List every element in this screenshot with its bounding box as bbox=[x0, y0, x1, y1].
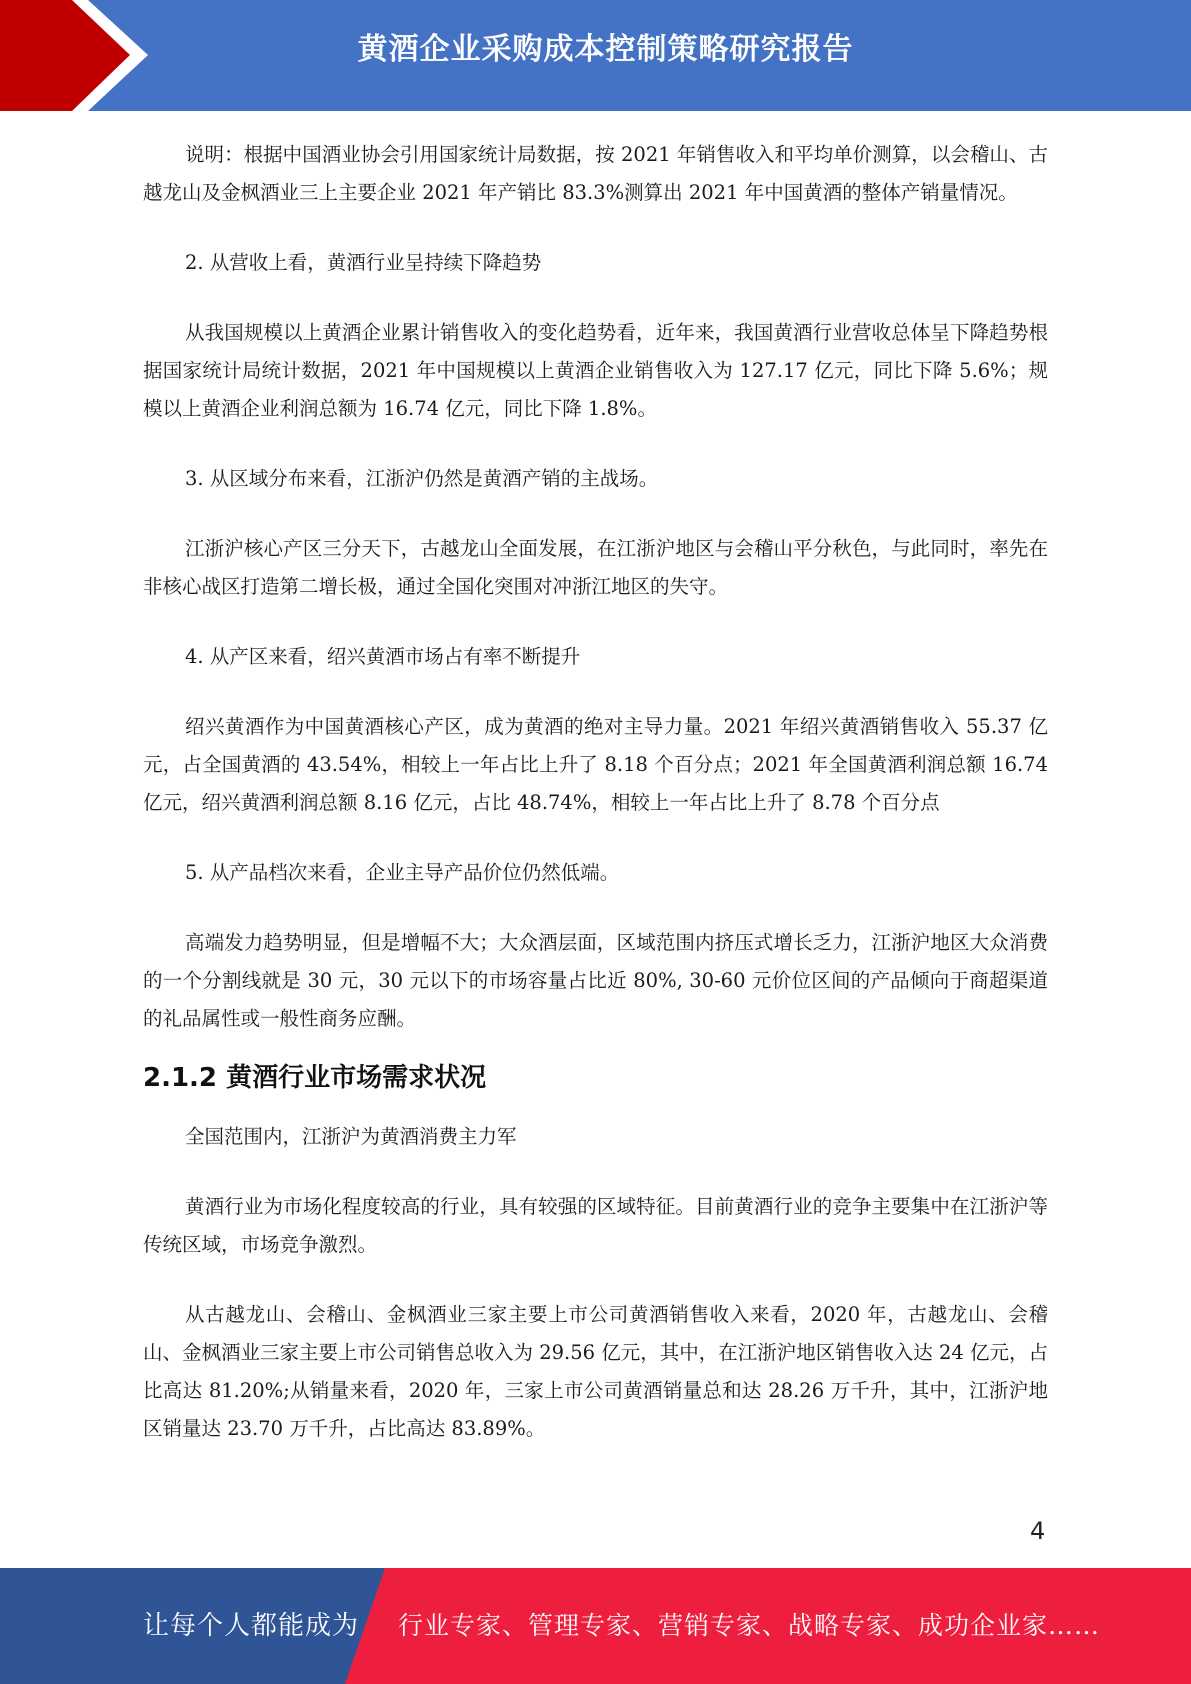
page-number: 4 bbox=[1030, 1517, 1046, 1545]
subheading-consumption: 全国范围内，江浙沪为黄酒消费主力军 bbox=[185, 1125, 517, 1148]
subheading-product-grade: 5. 从产品档次来看，企业主导产品价位仍然低端。 bbox=[185, 861, 620, 884]
document-body bbox=[143, 136, 1048, 1448]
subheading-revenue: 2. 从营收上看，黄酒行业呈持续下降趋势 bbox=[185, 251, 542, 274]
paragraph-product-grade: 高端发力趋势明显，但是增幅不大；大众酒层面，区域范围内挤压式增长乏力，江浙沪地区大众消费的一个分割线就是 30 元，30 元以下的市场容量占比近 80%, 30-60 元价位区间的产品倾向于商超渠道的礼品属性或一般性商务应酬。 bbox=[143, 931, 1048, 1030]
paragraph-competition: 黄酒行业为市场化程度较高的行业，具有较强的区域特征。目前黄酒行业的竞争主要集中在江浙沪等传统区域，市场竞争激烈。 bbox=[143, 1195, 1048, 1256]
paragraph-revenue: 从我国规模以上黄酒企业累计销售收入的变化趋势看，近年来，我国黄酒行业营收总体呈下降趋势根据国家统计局统计数据，2021 年中国规模以上黄酒企业销售收入为 127.17 亿元，同比下降 5.6%；规模以上黄酒企业利润总额为 16.74 亿元，同比下降 1.8%。 bbox=[143, 321, 1048, 420]
footer-band bbox=[0, 1568, 1191, 1684]
paragraph-region: 江浙沪核心产区三分天下，古越龙山全面发展，在江浙沪地区与会稽山平分秋色，与此同时，率先在非核心战区打造第二增长极，通过全国化突围对冲浙江地区的失守。 bbox=[143, 537, 1048, 598]
paragraph-note: 说明：根据中国酒业协会引用国家统计局数据，按 2021 年销售收入和平均单价测算，以会稽山、古越龙山及金枫酒业三上主要企业 2021 年产销比 83.3%测算出 2021 年中国黄酒的整体产销量情况。 bbox=[143, 143, 1048, 204]
subheading-region: 3. 从区域分布来看，江浙沪仍然是黄酒产销的主战场。 bbox=[185, 467, 659, 490]
footer-slogan-right: 行业专家、管理专家、营销专家、战略专家、成功企业家…… bbox=[398, 1611, 1101, 1640]
paragraph-production-area: 绍兴黄酒作为中国黄酒核心产区，成为黄酒的绝对主导力量。2021 年绍兴黄酒销售收入 55.37 亿元，占全国黄酒的 43.54%，相较上一年占比上升了 8.18 个百分点；2021 年全国黄酒利润总额 16.74 亿元，绍兴黄酒利润总额 8.16 亿元，占比 48.74%，相较上一年占比上升了 8.78 个百分点 bbox=[143, 715, 1048, 814]
section-heading: 2.1.2 黄酒行业市场需求状况 bbox=[143, 1063, 487, 1093]
subheading-production-area: 4. 从产区来看，绍兴黄酒市场占有率不断提升 bbox=[185, 645, 581, 668]
paragraph-sales-data: 从古越龙山、会稽山、金枫酒业三家主要上市公司黄酒销售收入来看，2020 年，古越龙山、会稽山、金枫酒业三家主要上市公司销售总收入为 29.56 亿元，其中，在江浙沪地区销售收入达 24 亿元，占比高达 81.20%;从销量来看，2020 年，三家上市公司黄酒销量总和达 28.26 万千升，其中，江浙沪地区销量达 23.70 万千升，占比高达 83.89%。 bbox=[143, 1303, 1048, 1440]
footer-slogan-left: 让每个人都能成为 bbox=[143, 1611, 360, 1641]
report-title: 黄酒企业采购成本控制策略研究报告 bbox=[357, 32, 854, 67]
header-band bbox=[0, 0, 1191, 111]
